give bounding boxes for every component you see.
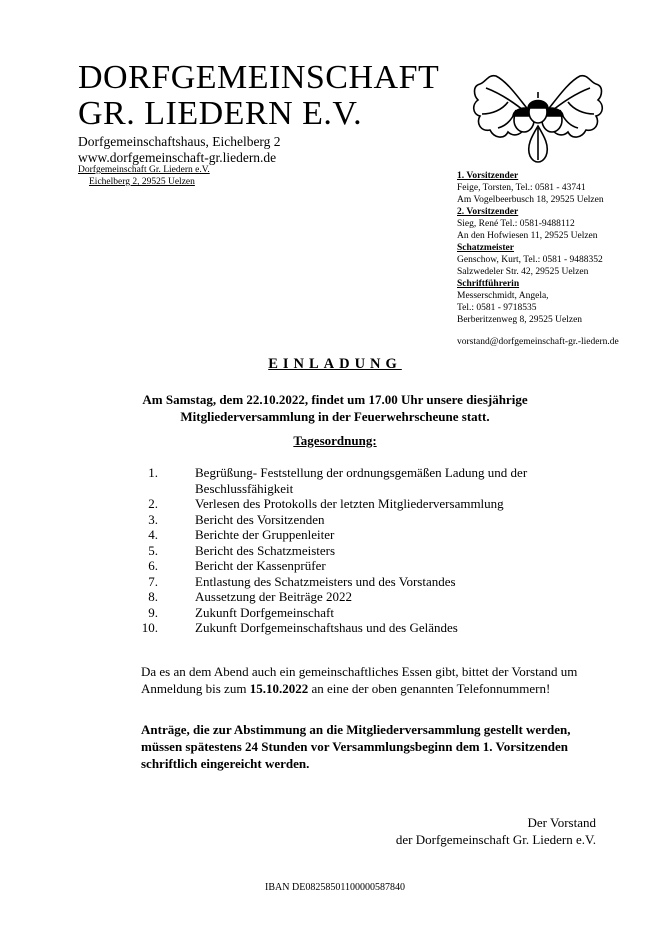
treasurer-contact: Genschow, Kurt, Tel.: 0581 - 9488352 — [457, 255, 603, 265]
agenda-item-text: Bericht der Kassenprüfer — [195, 558, 326, 573]
org-website: www.dorfgemeinschaft-gr.liedern.de — [78, 150, 277, 165]
motions-notice: Anträge, die zur Abstimmung an die Mitgliederversammlung gestellt werden, müssen spätestens 24 Stunden vor Versammlungsbeginn dem 1. Vorsitzenden schriftlich eingereicht werden. — [141, 722, 571, 771]
agenda-item-text: Begrüßung- Feststellung der ordnungsgemäßen Ladung und der Beschlussfähigkeit — [195, 465, 528, 496]
agenda-item — [140, 605, 560, 621]
agenda-item-number: 1. — [148, 465, 158, 480]
chair2-contact: Sieg, René Tel.: 0581-9488112 — [457, 219, 575, 229]
treasurer-address: Salzwedeler Str. 42, 29525 Uelzen — [457, 267, 589, 277]
note-text-before: Da es an dem Abend auch ein gemeinschaftliches Essen gibt, bittet der Vorstand um Anmeldung bis zum — [141, 664, 578, 696]
intro-line2: Mitgliederversammlung in der Feuerwehrscheune statt. — [180, 409, 490, 424]
agenda-item — [140, 527, 560, 543]
org-title-line2: GR. LIEDERN E.V. — [78, 95, 363, 132]
invitation-heading: EINLADUNG — [268, 356, 402, 372]
agenda-list — [140, 465, 560, 636]
agenda-item — [140, 574, 560, 590]
agenda-item-text: Aussetzung der Beiträge 2022 — [195, 589, 353, 604]
role-chair2: 2. Vorsitzender — [457, 207, 519, 217]
secretary-phone: Tel.: 0581 - 9718535 — [457, 303, 537, 313]
intro-line1: Am Samstag, dem 22.10.2022, findet um 17.00 Uhr unsere diesjährige — [142, 392, 528, 407]
agenda-item-number: 9. — [148, 604, 158, 620]
iban-footer: IBAN DE08258501100000587840 — [265, 882, 405, 893]
chair1-contact: Feige, Torsten, Tel.: 0581 - 43741 — [457, 183, 586, 193]
board-email[interactable]: vorstand@dorfgemeinschaft-gr.-liedern.de — [457, 337, 619, 347]
invitation-intro — [0, 391, 670, 425]
agenda-item — [140, 620, 560, 636]
sender-address: Eichelberg 2, 29525 Uelzen — [89, 177, 195, 187]
agenda-item — [140, 589, 560, 605]
secretary-address: Berberitzenweg 8, 29525 Uelzen — [457, 315, 583, 325]
agenda-item — [140, 496, 560, 512]
agenda-item-number: 8. — [148, 589, 158, 604]
agenda-item — [140, 512, 560, 528]
role-secretary: Schriftführerin — [457, 279, 520, 289]
agenda-item-text: Zukunft Dorfgemeinschaft — [195, 604, 334, 620]
agenda-item — [140, 465, 560, 496]
note-text-after: an eine der oben genannten Telefonnummern! — [308, 681, 551, 696]
sender-name: Dorfgemeinschaft Gr. Liedern e.V. — [78, 165, 210, 175]
agenda-item-number: 7. — [148, 573, 158, 589]
agenda-item — [140, 543, 560, 559]
role-treasurer: Schatzmeister — [457, 243, 514, 253]
agenda-item-number: 4. — [148, 527, 158, 542]
sender-line — [78, 164, 210, 188]
chair2-address: An den Hofwiesen 11, 29525 Uelzen — [457, 231, 598, 241]
agenda-item-number: 2. — [148, 496, 158, 511]
agenda-item-number: 5. — [148, 542, 158, 558]
agenda-item-text: Berichte der Gruppenleiter — [195, 527, 335, 542]
signature-line2: der Dorfgemeinschaft Gr. Liedern e.V. — [395, 832, 596, 847]
secretary-name: Messerschmidt, Angela, — [457, 291, 549, 301]
agenda-item-number: 6. — [148, 558, 158, 573]
signature-block — [380, 814, 596, 848]
agenda-item — [140, 558, 560, 574]
agenda-item-text: Bericht des Vorsitzenden — [195, 511, 325, 527]
agenda-title: Tagesordnung: — [293, 433, 377, 448]
chair1-address: Am Vogelbeerbusch 18, 29525 Uelzen — [457, 195, 604, 205]
agenda-item-text: Entlastung des Schatzmeisters und des Vorstandes — [195, 573, 456, 589]
agenda-item-number: 10. — [141, 620, 158, 635]
registration-note — [141, 663, 611, 697]
org-title-line1: DORFGEMEINSCHAFT — [78, 59, 440, 96]
org-address: Dorfgemeinschaftshaus, Eichelberg 2 — [78, 134, 281, 149]
role-chair1: 1. Vorsitzender — [457, 171, 519, 181]
board-listing — [457, 170, 662, 348]
agenda-item-text: Bericht des Schatzmeisters — [195, 542, 336, 558]
agenda-item-text: Verlesen des Protokolls der letzten Mitgliederversammlung — [195, 496, 504, 511]
registration-deadline: 15.10.2022 — [249, 681, 309, 696]
acorn-oak-leaves-icon — [468, 60, 608, 170]
signature-line1: Der Vorstand — [527, 815, 596, 830]
agenda-item-text: Zukunft Dorfgemeinschaftshaus und des Geländes — [195, 620, 458, 635]
agenda-item-number: 3. — [148, 511, 158, 527]
